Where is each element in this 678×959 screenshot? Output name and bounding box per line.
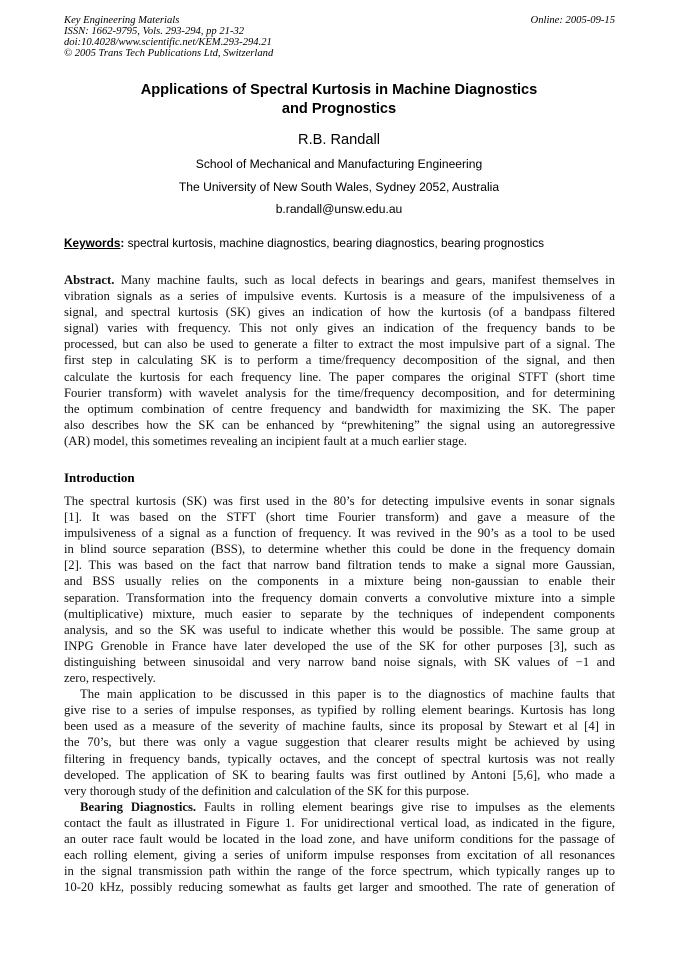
journal-copyright: © 2005 Trans Tech Publications Ltd, Switzerland (64, 48, 274, 59)
journal-doi: doi:10.4028/www.scientific.net/KEM.293-294.21 (64, 37, 272, 48)
body-line: contact the fault as illustrated in Figure 1. For unidirectional vertical load, as indicated in the figure, (64, 815, 615, 830)
abstract-line: first step in calculating SK is to perform a time/frequency decomposition of the signal, and then (64, 353, 615, 368)
body-line: filtering in frequency bands, typically octaves, and the concept of spectral kurtosis was not really (64, 751, 615, 766)
body-line: separation. Transformation into the frequency domain converts a convolutive mixture into a simple (64, 590, 615, 605)
introduction-heading: Introduction (64, 470, 135, 485)
body-line: in the signal transmission path within the range of the force spectrum, which typically ranges up to (64, 864, 615, 879)
abstract-label: Abstract. (64, 273, 115, 287)
abstract-line (64, 272, 615, 288)
body-line: zero, respectively. (64, 671, 156, 686)
keywords-text: spectral kurtosis, machine diagnostics, bearing diagnostics, bearing prognostics (124, 236, 544, 250)
body-line: been used as a measure of the severity of machine faults, since its proposal by Stewart et al [4] in (64, 719, 615, 734)
abstract-text: Many machine faults, such as local defects in bearings and gears, manifest themselves in (114, 273, 615, 287)
body-line: in blind source separation (BSS), to determine whether this could be done in the frequency domain (64, 542, 615, 557)
body-line: the 70’s, but there was only a vague suggestion that clearer results might be achieved by using (64, 735, 615, 750)
body-line: [2]. This was based on the fact that narrow band filtration tends to make a signal more Gaussian, (64, 558, 615, 573)
body-line: The spectral kurtosis (SK) was first used in the 80’s for detecting impulsive events in sonar signals (64, 494, 615, 508)
body-line: impulsiveness of a signal as a function of frequency. It was revived in the 90’s as a tool to be used (64, 526, 615, 541)
affiliation-school: School of Mechanical and Manufacturing Engineering (195, 157, 483, 171)
abstract-line: processed, but can also be used to generate a filter to extract the most impulsive part of a signal. The (64, 337, 615, 352)
body-line: analysis, and so the SK was useful to indicate whether this would be possible. The same group at (64, 622, 615, 637)
body-line: give rise to a series of impulse responses, as typified by rolling element bearings. Kurtosis has long (64, 703, 615, 718)
body-line: each rolling element, giving a series of uniform impulse responses from excitation of all resonances (64, 848, 615, 863)
body-line: an outer race fault would be located in the load zone, and have uniform conditions for the passage of (64, 831, 615, 846)
bearing-diagnostics-label: Bearing Diagnostics. (80, 799, 197, 814)
journal-issn: ISSN: 1662-9795, Vols. 293-294, pp 21-32 (64, 26, 245, 37)
body-line: developed. The application of SK to bearing faults was first outlined by Antoni [5,6], who made a (64, 767, 615, 782)
body-line: distinguishing between sinusoidal and very narrow band noise signals, with SK values of −1 and (64, 654, 615, 669)
paper-title (64, 81, 614, 119)
author-email: b.randall@unsw.edu.au (275, 202, 403, 216)
keywords-label: Keywords (64, 236, 121, 250)
bearing-diagnostics-text: Faults in rolling element bearings give rise to impulses as the elements (196, 799, 615, 814)
body-line: very thorough study of the definition and calculation of the SK for this purpose. (64, 783, 470, 798)
affiliation-university: The University of New South Wales, Sydney 2052, Australia (178, 180, 500, 194)
keywords (64, 236, 616, 250)
abstract-line: signal) varies with frequency. This not only gives an indication of the frequency bands to be (64, 321, 615, 336)
introduction-body (64, 493, 615, 895)
abstract-line: vibration signals as a series of impulsive events. Kurtosis is a measure of the impulsiveness of a (64, 289, 615, 304)
keywords-colon: : (120, 236, 125, 250)
abstract-line: calculate the kurtosis for each frequency line. The paper compares the original STFT (short time (64, 369, 615, 384)
body-line: (multiplicative) mixture, much easier to separate by the techniques of independent components (64, 606, 615, 621)
online-date: Online: 2005-09-15 (530, 15, 615, 26)
body-line: [1]. It was based on the STFT (short time Fourier transform) and gave a measure of the (64, 510, 615, 525)
abstract-line: (AR) model, this sometimes revealing an incipient fault at a much earlier stage. (64, 433, 468, 448)
body-line: 10-20 kHz, possibly reducing somewhat as faults get larger and smoothed. The rate of generation of (64, 880, 615, 895)
body-line: INPG Grenoble in France have later developed the use of the SK for other purposes [3], such as (64, 638, 615, 653)
abstract-line: also describes how the SK can be enhanced by “prewhitening” the signal using an autoregressive (64, 417, 615, 432)
body-line: and BSS usually relies on the components in a mixture being non-gaussian to enable their (64, 574, 615, 589)
abstract-line: Fourier transform) with wavelet analysis for the time/frequency decomposition, and for determining (64, 385, 615, 400)
author-name: R.B. Randall (298, 132, 380, 148)
body-line (64, 799, 615, 815)
journal-name: Key Engineering Materials (64, 15, 180, 26)
journal-header (64, 15, 273, 59)
abstract (64, 272, 615, 449)
paper-title-line-1: Applications of Spectral Kurtosis in Machine Diagnostics (140, 82, 538, 98)
abstract-line: signal, and spectral kurtosis (SK) gives an indication of how the kurtosis (of a bandpass filtered (64, 305, 615, 320)
paper-title-line-2: and Prognostics (281, 101, 397, 117)
abstract-line: the optimum combination of centre frequency and bandwidth for maximizing the SK. The paper (64, 401, 615, 416)
body-line: The main application to be discussed in this paper is to the diagnostics of machine faults that (80, 687, 615, 702)
